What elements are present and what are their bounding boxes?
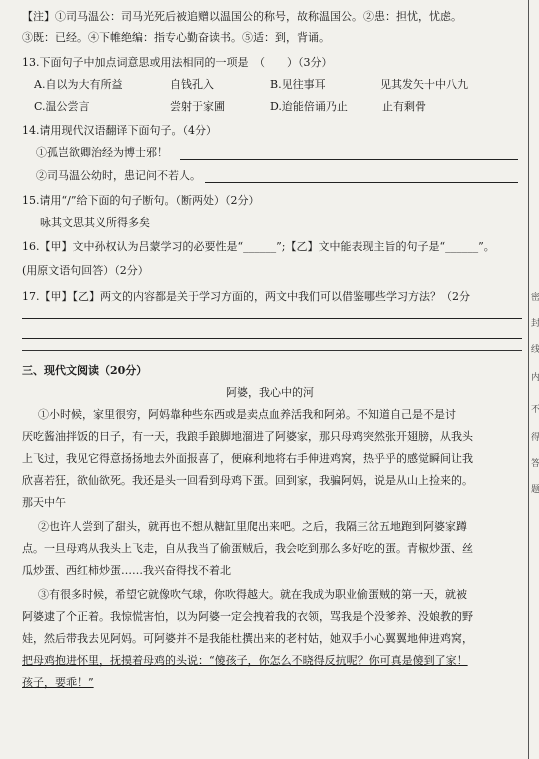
para3-line-2: 阿婆逮了个正着。我惊慌害怕，以为阿婆一定会拽着我的衣领，骂我是个没爹养、没娘教的野	[22, 610, 473, 623]
q13-option-b-2: 见其发矢十中八九	[380, 78, 468, 91]
para3-line-4: 把母鸡抱进怀里，抚摸着母鸡的头说：“傻孩子，你怎么不晓得反抗呢？你可真是傻到了家！	[22, 654, 468, 667]
q14-answer-line-2[interactable]	[205, 182, 518, 183]
q14-sentence-2: ②司马温公幼时，患记问不若人。	[36, 169, 201, 182]
margin-char-1: 密	[529, 292, 539, 301]
margin-char-4: 内	[529, 372, 539, 381]
q16-line-1: 16.【甲】文中孙权认为吕蒙学习的必要性是“______”;【乙】文中能表现主旨的句子是“______”。	[22, 240, 495, 253]
q15-sentence: 咏其文思其义所得多矣	[40, 216, 150, 229]
para3-line-1: ③有很多时候，希望它就像吹气球，你吹得越大。就在我成为职业偷蛋贼的第一天，就被	[38, 588, 467, 601]
margin-char-3: 线	[529, 344, 539, 353]
q16-line-2: (用原文语句回答）（2分）	[22, 264, 149, 277]
q17-answer-line-1[interactable]	[22, 318, 522, 319]
q15-stem: 15.请用“/”给下面的句子断句。（断两处）（2分）	[22, 194, 260, 207]
margin-char-2: 封	[529, 318, 539, 327]
note-line-2: ③既：已经。④下帷绝编：指专心勤奋读书。⑤适：到，背诵。	[22, 31, 330, 44]
q14-sentence-1: ①孤岂欲卿治经为博士邪！	[36, 146, 168, 159]
passage-title: 阿婆，我心中的河	[226, 386, 314, 399]
q13-stem: 13.下面句子中加点词意思或用法相同的一项是 （ ）（3分）	[22, 56, 333, 69]
q14-answer-line-1[interactable]	[180, 159, 518, 160]
note-line-1: 【注】①司马温公：司马光死后被追赠以温国公的称号，故称温国公。②患：担忧，忧虑。	[22, 10, 462, 23]
q13-option-b-1: B.见往事耳	[270, 78, 326, 91]
margin-char-7: 答	[529, 458, 539, 467]
para1-line-2: 厌吃酱油拌饭的日子，有一天，我踉手踉脚地溜进了阿婆家，那只母鸡突然张开翅膀，从我头	[22, 430, 473, 443]
q17-answer-line-2[interactable]	[22, 338, 522, 339]
section-divider	[22, 350, 522, 351]
margin-char-6: 得	[529, 432, 539, 441]
margin-char-5: 不	[529, 404, 539, 413]
q13-option-d-2: 止有剩骨	[382, 100, 426, 113]
para1-line-4: 欣喜若狂，欲仙欲死。我还是头一回看到母鸡下蛋。回到家，我骗阿妈，说是从山上捡来的。	[22, 474, 473, 487]
section3-heading: 三、现代文阅读（20分）	[22, 364, 148, 377]
q14-stem: 14.请用现代汉语翻译下面句子。（4分）	[22, 124, 217, 137]
q13-option-d-1: D.迨能倍诵乃止	[270, 100, 348, 113]
q13-option-a-1: A.自以为大有所益	[34, 78, 123, 91]
para2-line-3: 瓜炒蛋、西红柿炒蛋……我兴奋得找不着北	[22, 564, 231, 577]
para3-line-3: 娃，然后带我去见阿妈。可阿婆并不是我能杜撰出来的老村姑，她双手小心翼翼地伸进鸡窝，	[22, 632, 473, 645]
para2-line-2: 点。一旦母鸡从我头上飞走，自从我当了偷蛋贼后，我会吃到那么多好吃的蛋。青椒炒蛋、丝	[22, 542, 473, 555]
q13-option-c-2: 尝射于家圃	[170, 100, 225, 113]
para1-line-5: 那天中午	[22, 496, 66, 509]
q13-option-c-1: C.温公尝言	[34, 100, 90, 113]
margin-char-8: 题	[529, 484, 539, 493]
para1-line-3: 上飞过，我见它得意扬扬地去外面报喜了，便麻利地将右手伸进鸡窝，热乎乎的感觉瞬间让我	[22, 452, 473, 465]
para1-line-1: ①小时候，家里很穷，阿妈靠种些东西或是卖点血养活我和阿弟。不知道自己是不是讨	[38, 408, 456, 421]
q17-stem: 17.【甲】【乙】两文的内容都是关于学习方面的，两文中我们可以借鉴哪些学习方法？（2分	[22, 290, 470, 303]
para3-line-5: 孩子，要乖！”	[22, 676, 94, 689]
para2-line-1: ②也许人尝到了甜头，就再也不想从糖缸里爬出来吧。之后，我隔三岔五地跑到阿婆家蹲	[38, 520, 467, 533]
q13-option-a-2: 自钱孔入	[170, 78, 214, 91]
